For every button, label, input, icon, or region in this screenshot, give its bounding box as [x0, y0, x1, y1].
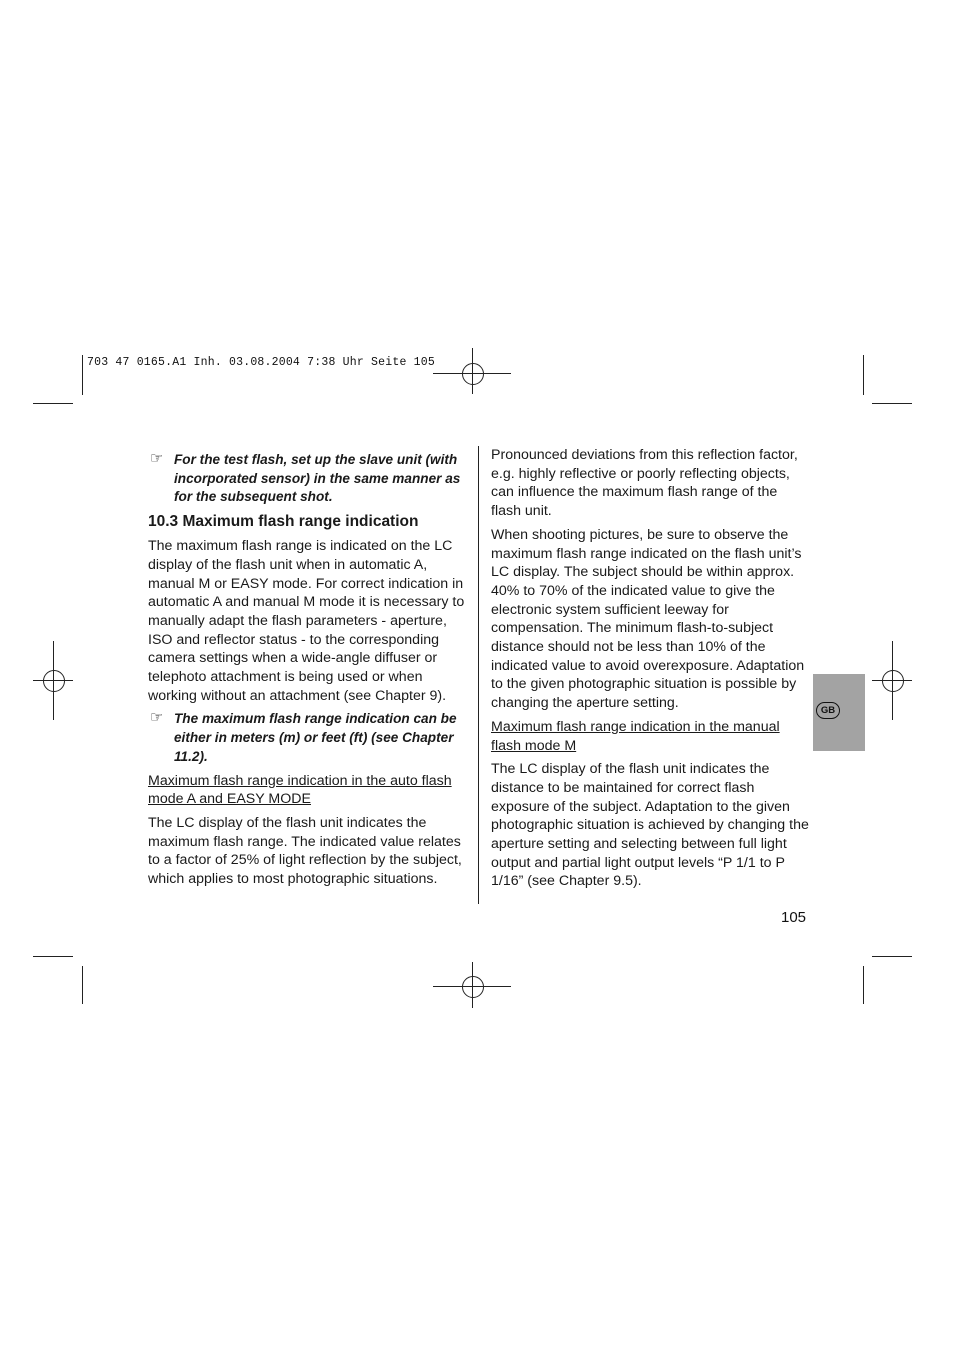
subheading-manual-mode: Maximum flash range indication in the manual flash mode M [491, 718, 780, 754]
section-heading: 10.3 Maximum flash range indication [148, 513, 419, 531]
pointing-hand-icon: ☞ [150, 709, 164, 727]
language-badge: GB [816, 702, 840, 719]
column-divider [478, 446, 479, 904]
left-column [148, 451, 466, 894]
note-text: The maximum flash range indication can be either in meters (m) or feet (ft) (see Chapter 11.2). [174, 711, 457, 764]
subheading-auto-mode: Maximum flash range indication in the auto flash mode A and EASY MODE [148, 772, 452, 808]
paragraph: When shooting pictures, be sure to observe the maximum flash range indicated on the flash unit’s LC display. The subject should be within approx. 40% to 70% of the indicated value to give the electronic system sufficient leeway for compensation. The minimum flash-to-subject distance should not be less than 10% of the indicated value to avoid overexposure. Adaptation to the given photographic situation is possible by changing the aperture setting. [491, 526, 805, 712]
print-header: 703 47 0165.A1 Inh. 03.08.2004 7:38 Uhr Seite 105 [87, 356, 435, 369]
paragraph: The LC display of the flash unit indicates the maximum flash range. The indicated value relates to a factor of 25% of light reflection by the subject, which applies to most photographic situations. [148, 814, 462, 888]
right-column [491, 446, 809, 896]
note-units [148, 710, 466, 766]
note-test-flash [148, 451, 466, 507]
paragraph: The maximum flash range is indicated on the LC display of the flash unit when in automatic A, manual M or EASY mode. For correct indication in automatic A and manual M mode it is necessary to manually adapt the flash parameters - aperture, ISO and reflector status - to the corresponding camera settings when a wide-angle diffuser or telephoto attachment is being used or when working without an attachment (see Chapter 9). [148, 538, 465, 704]
paragraph: The LC display of the flash unit indicates the distance to be maintained for correct flash exposure of the subject. Adaptation to the given photographic situation is achieved by changing the aperture setting and selecting between full light output and partial light output levels “P 1/1 to P 1/16” (see Chapter 9.5). [491, 761, 809, 890]
note-text: For the test flash, set up the slave unit (with incorporated sensor) in the same manner as for the subsequent shot. [174, 452, 461, 505]
pointing-hand-icon: ☞ [150, 450, 164, 467]
paragraph: Pronounced deviations from this reflection factor, e.g. highly reflective or poorly reflecting objects, can influence the maximum flash range of the flash unit. [491, 447, 798, 520]
page-number: 105 [781, 909, 807, 926]
